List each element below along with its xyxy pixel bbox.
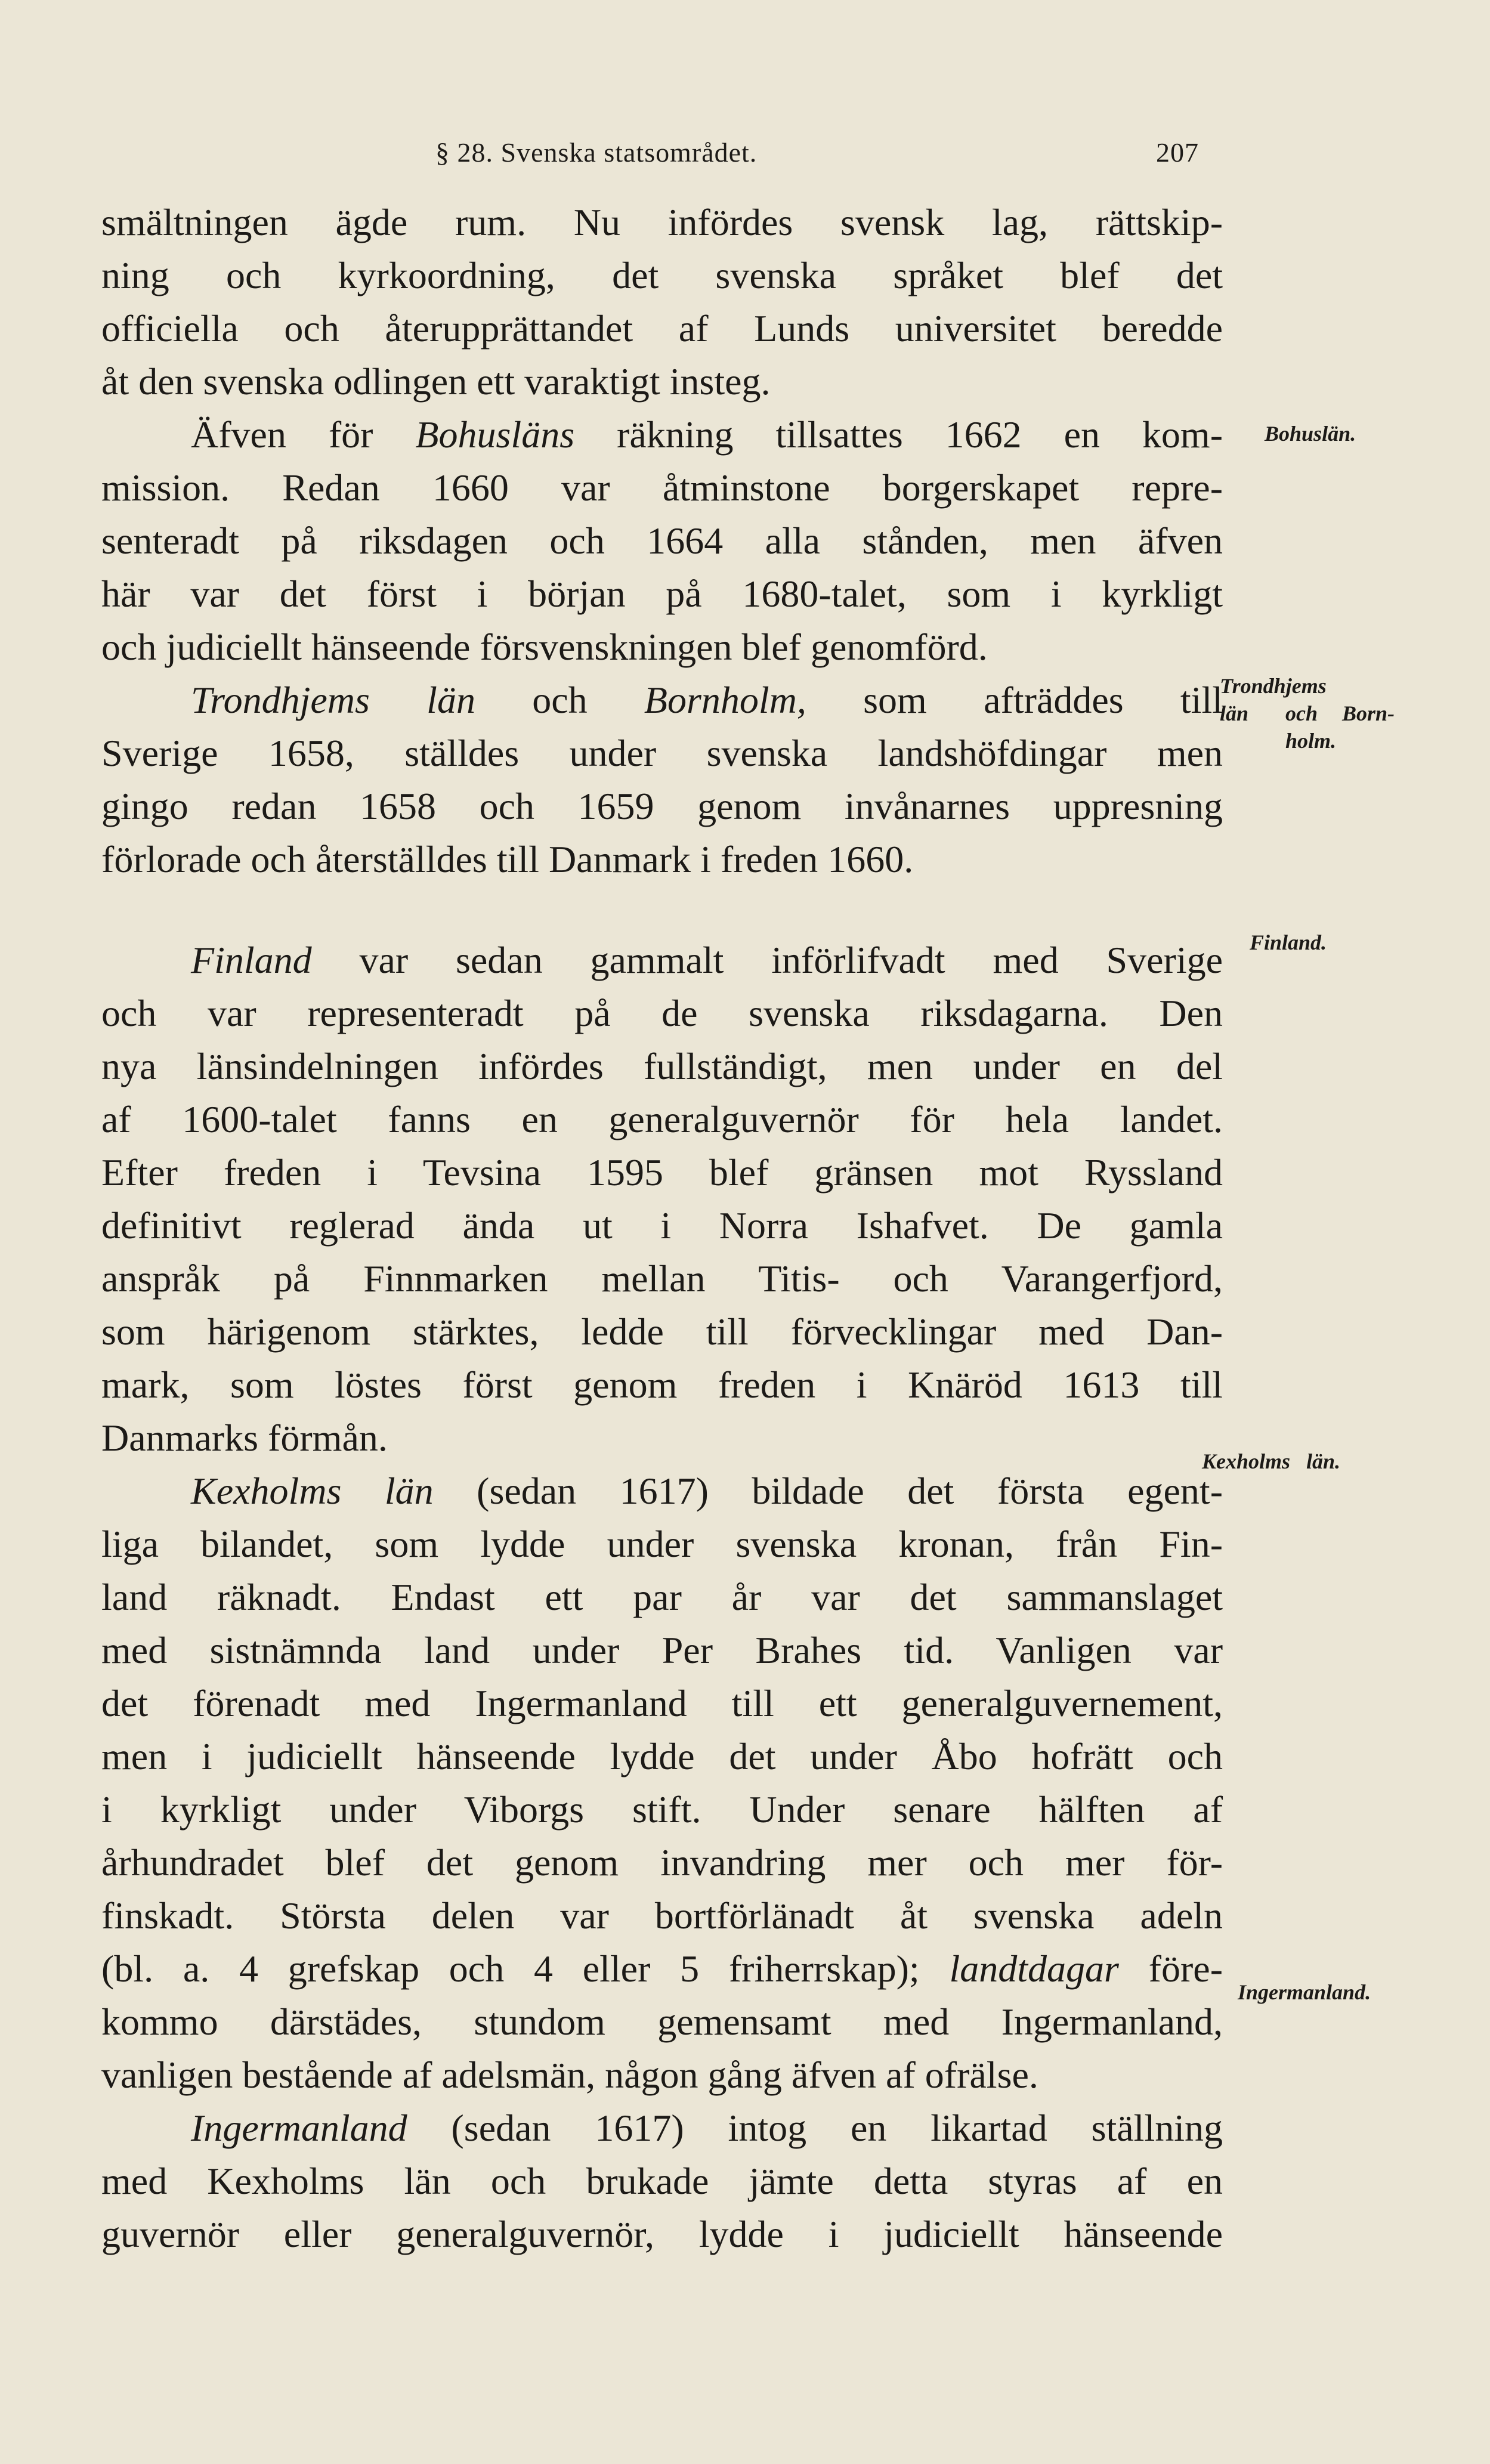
text-line: det förenadt med Ingermanland till ett generalguvernement,: [101, 1682, 1223, 1724]
text-line: senteradt på riksdagen och 1664 alla stånden, men äfven: [101, 520, 1223, 562]
text-line: [101, 933, 1223, 987]
main-text: [101, 196, 1223, 2261]
italic-term: landtdagar: [949, 1947, 1119, 1990]
text-line: guvernör eller generalguvernör, lydde i judiciellt hänseende: [101, 2213, 1223, 2255]
text-line: med Kexholms län och brukade jämte detta styras af en: [101, 2160, 1223, 2202]
text-run: före-: [1118, 1947, 1223, 1990]
text-line: Efter freden i Tevsina 1595 blef gränsen mot Ryssland: [101, 1151, 1223, 1194]
text-line: kommo därstädes, stundom gemensamt med Ingermanland,: [101, 2001, 1223, 2043]
text-line: Danmarks förmån.: [101, 1417, 388, 1459]
text-line: men i judiciellt hänseende lydde det under Åbo hofrätt och: [101, 1735, 1223, 1777]
italic-term: Trondhjems län: [191, 679, 475, 721]
text-line: finskadt. Största delen var bortförlänadt åt svenska adeln: [101, 1894, 1223, 1937]
page-number: 207: [1156, 137, 1199, 168]
margin-note-bohuslan: Bohuslän.: [1265, 422, 1356, 446]
text-run: Äfven för: [191, 413, 416, 456]
margin-note-trondhjems-born: Born-: [1342, 701, 1395, 725]
text-line: [101, 1464, 1223, 1517]
text-line: som härigenom stärktes, ledde till förvecklingar med Dan-: [101, 1310, 1223, 1353]
text-line: officiella och återupprättandet af Lunds universitet beredde: [101, 307, 1223, 350]
text-run: (bl. a. 4 grefskap och 4 eller 5 friherrskap);: [101, 1947, 950, 1990]
text-run: som afträddes till: [806, 679, 1223, 721]
italic-term: Kexholms län: [191, 1470, 434, 1512]
text-line: förlorade och återställdes till Danmark i freden 1660.: [101, 838, 914, 880]
margin-note-finland: Finland.: [1250, 930, 1327, 954]
margin-note-trondhjems-och: och: [1285, 701, 1318, 725]
margin-note-trondhjems-lan: län: [1220, 701, 1249, 725]
text-line: i kyrkligt under Viborgs stift. Under senare hälften af: [101, 1788, 1223, 1831]
paragraph-gap: [101, 886, 1223, 933]
text-line: af 1600-talet fanns en generalguvernör för hela landet.: [101, 1098, 1223, 1140]
text-line: mission. Redan 1660 var åtminstone borgerskapet repre-: [101, 466, 1223, 509]
italic-term: Bornholm,: [644, 679, 806, 721]
text-line: [101, 673, 1223, 726]
text-line: gingo redan 1658 och 1659 genom invånarnes uppresning: [101, 785, 1223, 827]
text-line: århundradet blef det genom invandring mer och mer för-: [101, 1841, 1223, 1884]
italic-term: Bohusläns: [415, 413, 575, 456]
text-line: smältningen ägde rum. Nu infördes svensk lag, rättskip-: [101, 201, 1223, 243]
italic-term: Ingermanland: [191, 2107, 407, 2149]
margin-note-trondhjems: Trondhjems: [1220, 674, 1327, 698]
margin-note-ingermanland: Ingermanland.: [1238, 1980, 1371, 2004]
text-run: och: [475, 679, 644, 721]
text-line: anspråk på Finnmarken mellan Titis- och Varangerfjord,: [101, 1257, 1223, 1300]
text-line: och judiciellt hänseende försvenskningen blef genomförd.: [101, 626, 988, 668]
text-line: liga bilandet, som lydde under svenska kronan, från Fin-: [101, 1523, 1223, 1565]
text-line: [101, 1942, 1223, 1995]
text-line: här var det först i början på 1680-talet, som i kyrkligt: [101, 573, 1223, 615]
text-line: mark, som löstes först genom freden i Knäröd 1613 till: [101, 1364, 1223, 1406]
text-line: åt den svenska odlingen ett varaktigt insteg.: [101, 360, 771, 403]
text-run: var sedan gammalt införlifvadt med Sverige: [311, 939, 1223, 981]
text-line: Sverige 1658, ställdes under svenska landshöfdingar men: [101, 732, 1223, 774]
text-line: nya länsindelningen infördes fullständigt, men under en del: [101, 1045, 1223, 1087]
text-run: (sedan 1617) bildade det första egent-: [433, 1470, 1223, 1512]
text-line: vanligen bestående af adelsmän, någon gång äfven af ofrälse.: [101, 2054, 1038, 2096]
text-line: ning och kyrkoordning, det svenska språket blef det: [101, 254, 1223, 296]
text-line: land räknadt. Endast ett par år var det sammanslaget: [101, 1576, 1223, 1618]
margin-note-trondhjems-holm: holm.: [1285, 729, 1337, 753]
italic-term: Finland: [191, 939, 312, 981]
section-heading: § 28. Svenska statsområdet.: [435, 137, 758, 168]
text-line: med sistnämnda land under Per Brahes tid. Vanligen var: [101, 1629, 1223, 1671]
margin-note-kexholms: Kexholms län.: [1202, 1449, 1341, 1473]
text-line: och var representeradt på de svenska riksdagarna. Den: [101, 992, 1223, 1034]
text-line: definitivt reglerad ända ut i Norra Ishafvet. De gamla: [101, 1204, 1223, 1247]
text-line: [101, 408, 1223, 461]
text-line: [101, 2101, 1223, 2154]
text-run: räkning tillsattes 1662 en kom-: [574, 413, 1223, 456]
text-run: (sedan 1617) intog en likartad ställning: [407, 2107, 1223, 2149]
